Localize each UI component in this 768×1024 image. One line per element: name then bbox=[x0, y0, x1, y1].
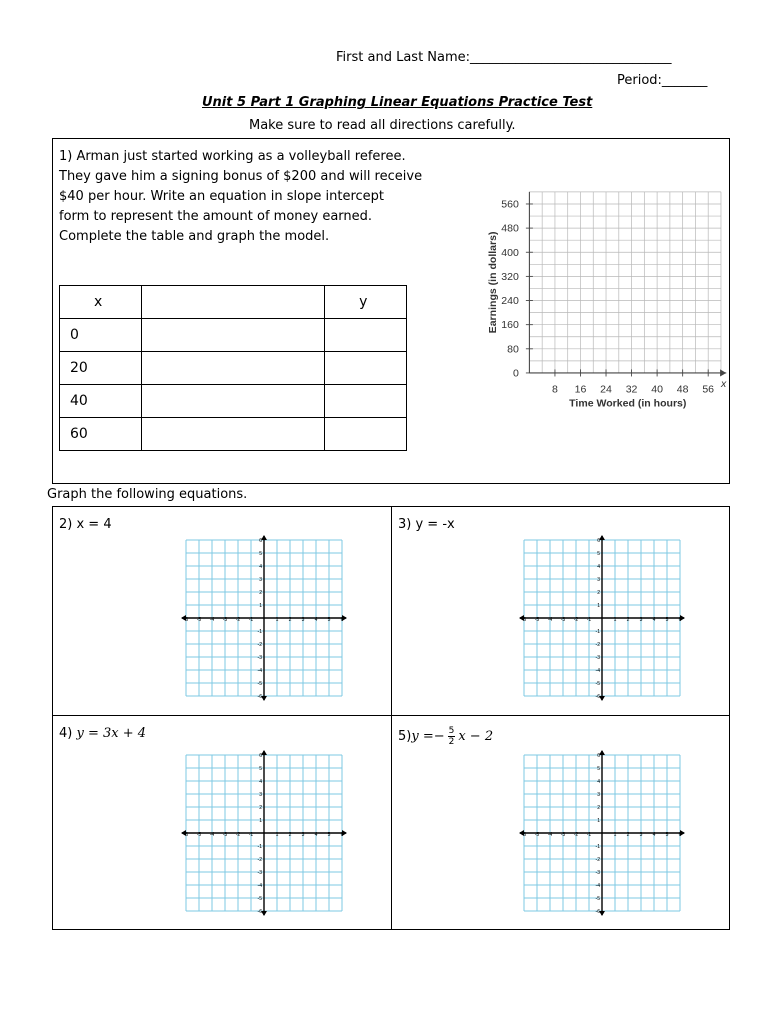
x-tick-label: -3 bbox=[560, 832, 566, 838]
x-tick-label: -1 bbox=[248, 617, 254, 623]
table-cell-y[interactable] bbox=[325, 385, 407, 418]
problem-2-box bbox=[52, 506, 392, 716]
y-tick-label: 5 bbox=[259, 551, 262, 557]
y-tick-label: -5 bbox=[257, 681, 262, 687]
y-tick-label: -3 bbox=[595, 655, 600, 661]
y-tick-label: -3 bbox=[595, 870, 600, 876]
problem-2-label: 2) x = 4 bbox=[59, 517, 112, 532]
x-tick-label: 24 bbox=[600, 383, 612, 396]
table-cell-x: 60 bbox=[60, 418, 142, 451]
x-tick-label: 6 bbox=[678, 832, 682, 838]
x-tick-label: 1 bbox=[275, 832, 279, 838]
x-tick-label: 2 bbox=[288, 617, 292, 623]
y-tick-label: 2 bbox=[597, 590, 600, 596]
y-tick-label: 4 bbox=[259, 564, 262, 570]
table-blank-header[interactable] bbox=[141, 286, 324, 319]
directions: Make sure to read all directions carefully. bbox=[249, 118, 516, 133]
table-row bbox=[60, 418, 407, 451]
earnings-grid bbox=[529, 192, 721, 373]
y-tick-label: -3 bbox=[257, 655, 262, 661]
coordinate-plane[interactable] bbox=[181, 535, 347, 701]
table-header-row bbox=[60, 286, 407, 319]
y-tick-label: 5 bbox=[259, 766, 262, 772]
coordinate-plane[interactable] bbox=[519, 535, 685, 701]
y-tick-label: 2 bbox=[259, 590, 262, 596]
x-tick-label: 5 bbox=[327, 832, 331, 838]
xy-table bbox=[59, 285, 407, 451]
x-tick-label: -3 bbox=[222, 832, 228, 838]
y-tick-label: 560 bbox=[501, 198, 519, 211]
x-tick-label: 5 bbox=[327, 617, 331, 623]
problem-5-eq-prefix: y =− bbox=[411, 729, 445, 744]
y-tick-label: -5 bbox=[595, 681, 600, 687]
problem-4-number: 4) bbox=[59, 726, 77, 741]
x-tick-label: -1 bbox=[586, 617, 592, 623]
problem-1-text bbox=[59, 147, 422, 247]
table-row bbox=[60, 319, 407, 352]
x-tick-label: -6 bbox=[521, 617, 527, 623]
x-tick-label: 3 bbox=[301, 617, 305, 623]
x-tick-label: 5 bbox=[665, 832, 669, 838]
problem-4-equation: y = 3x + 4 bbox=[76, 726, 147, 741]
y-tick-label: -2 bbox=[257, 857, 262, 863]
y-tick-label: 3 bbox=[259, 792, 262, 798]
y-tick-label: 6 bbox=[597, 538, 600, 544]
y-tick-label: 1 bbox=[597, 603, 600, 609]
y-tick-label: -2 bbox=[595, 642, 600, 648]
x-tick-label: -5 bbox=[196, 617, 202, 623]
y-tick-label: 480 bbox=[501, 222, 519, 235]
x-tick-label: -5 bbox=[534, 617, 540, 623]
problem-1-line: They gave him a signing bonus of $200 and will receive bbox=[59, 169, 423, 184]
problem-1-line: form to represent the amount of money earned. bbox=[59, 209, 373, 224]
y-tick-label: 320 bbox=[501, 270, 519, 283]
problem-5-box bbox=[391, 715, 730, 930]
x-axis-arrow bbox=[720, 369, 726, 376]
y-tick-label: -1 bbox=[257, 629, 262, 635]
coordinate-grid-3[interactable] bbox=[519, 535, 685, 705]
y-tick-label: 240 bbox=[501, 295, 519, 308]
y-tick-label: 400 bbox=[501, 246, 519, 259]
y-tick-label: 2 bbox=[597, 805, 600, 811]
table-cell-y[interactable] bbox=[325, 319, 407, 352]
x-tick-label: -5 bbox=[534, 832, 540, 838]
x-tick-label: -1 bbox=[248, 832, 254, 838]
y-tick-label: -1 bbox=[595, 629, 600, 635]
y-tick-label: -4 bbox=[595, 668, 600, 674]
coord-axes bbox=[181, 535, 347, 701]
y-tick-label: 4 bbox=[597, 779, 600, 785]
y-tick-label: 6 bbox=[259, 538, 262, 544]
problem-1-box bbox=[52, 138, 730, 484]
x-tick-label: -5 bbox=[196, 832, 202, 838]
y-tick-label: 3 bbox=[597, 577, 600, 583]
coord-axes bbox=[181, 750, 347, 916]
problem-5-eq-suffix: x − 2 bbox=[458, 729, 494, 744]
y-tick-label: -3 bbox=[257, 870, 262, 876]
x-tick-label: 48 bbox=[676, 383, 689, 396]
x-tick-label: 4 bbox=[314, 832, 318, 838]
table-header-y: y bbox=[325, 286, 407, 319]
y-tick-label: -4 bbox=[595, 883, 600, 889]
x-axis-title: Time Worked (in hours) bbox=[569, 397, 687, 410]
y-tick-label: -1 bbox=[257, 844, 262, 850]
y-tick-label: 0 bbox=[512, 367, 519, 380]
y-tick-label: 4 bbox=[259, 779, 262, 785]
fraction-numerator: 5 bbox=[448, 726, 455, 736]
problem-1-line: $40 per hour. Write an equation in slope intercept bbox=[59, 189, 385, 204]
y-tick-label: -2 bbox=[595, 857, 600, 863]
name-field-label: First and Last Name:_______________________________ bbox=[336, 50, 672, 65]
x-tick-label: 56 bbox=[702, 383, 715, 396]
x-tick-label: -3 bbox=[222, 617, 228, 623]
coordinate-plane[interactable] bbox=[519, 750, 685, 916]
x-tick-label: 5 bbox=[665, 617, 669, 623]
y-tick-label: -4 bbox=[257, 668, 262, 674]
y-tick-label: -5 bbox=[257, 896, 262, 902]
table-cell-work[interactable] bbox=[141, 385, 324, 418]
y-tick-label: 5 bbox=[597, 766, 600, 772]
x-tick-label: -3 bbox=[560, 617, 566, 623]
y-tick-label: 6 bbox=[259, 753, 262, 759]
problem-5-fraction bbox=[448, 726, 456, 747]
section-instruction: Graph the following equations. bbox=[47, 487, 248, 502]
problem-5-label bbox=[398, 726, 493, 747]
period-field-label: Period:_______ bbox=[617, 73, 708, 88]
problem-4-label bbox=[59, 726, 146, 741]
y-tick-label: 3 bbox=[597, 792, 600, 798]
x-tick-label: 4 bbox=[652, 617, 656, 623]
y-tick-label: -6 bbox=[257, 694, 262, 700]
table-cell-work[interactable] bbox=[141, 418, 324, 451]
x-tick-label: 1 bbox=[275, 617, 279, 623]
coordinate-grid-5[interactable] bbox=[519, 750, 685, 920]
table-cell-x: 0 bbox=[60, 319, 142, 352]
y-tick-label: -1 bbox=[595, 844, 600, 850]
y-tick-label: 80 bbox=[507, 343, 519, 356]
coordinate-grid-2[interactable] bbox=[181, 535, 347, 705]
y-axis-title: Earnings (in dollars) bbox=[487, 231, 499, 334]
x-tick-label: 4 bbox=[314, 617, 318, 623]
table-row bbox=[60, 352, 407, 385]
x-tick-label: -6 bbox=[183, 617, 189, 623]
x-tick-label: 3 bbox=[639, 832, 643, 838]
x-tick-label: 6 bbox=[340, 832, 344, 838]
x-tick-label: 2 bbox=[288, 832, 292, 838]
problem-1-line: 1) Arman just started working as a volleyball referee. bbox=[59, 149, 406, 164]
y-tick-label: 6 bbox=[597, 753, 600, 759]
y-tick-label: -6 bbox=[595, 694, 600, 700]
y-tick-label: 2 bbox=[259, 805, 262, 811]
y-tick-label: 3 bbox=[259, 577, 262, 583]
table-row bbox=[60, 385, 407, 418]
problem-1-line: Complete the table and graph the model. bbox=[59, 229, 330, 244]
x-tick-label: 1 bbox=[613, 617, 617, 623]
table-cell-work[interactable] bbox=[141, 319, 324, 352]
earnings-graph[interactable] bbox=[438, 164, 728, 436]
y-tick-label: -6 bbox=[595, 909, 600, 915]
y-tick-label: 1 bbox=[597, 818, 600, 824]
y-tick-label: -2 bbox=[257, 642, 262, 648]
x-tick-label: -6 bbox=[521, 832, 527, 838]
y-tick-label: 4 bbox=[597, 564, 600, 570]
x-tick-label: 16 bbox=[574, 383, 587, 396]
y-tick-label: -4 bbox=[257, 883, 262, 889]
x-tick-label: -4 bbox=[209, 832, 215, 838]
table-cell-x: 20 bbox=[60, 352, 142, 385]
x-tick-label: -6 bbox=[183, 832, 189, 838]
problem-3-label: 3) y = -x bbox=[398, 517, 455, 532]
x-tick-label: 1 bbox=[613, 832, 617, 838]
x-tick-label: -2 bbox=[235, 617, 241, 623]
problem-5-number: 5) bbox=[398, 729, 412, 744]
x-tick-label: 3 bbox=[301, 832, 305, 838]
x-tick-label: 6 bbox=[340, 617, 344, 623]
table-cell-work[interactable] bbox=[141, 352, 324, 385]
x-tick-label: -2 bbox=[573, 832, 579, 838]
problem-3-box bbox=[391, 506, 730, 716]
fraction-denominator: 2 bbox=[448, 737, 455, 747]
coord-axes bbox=[519, 750, 685, 916]
table-cell-y[interactable] bbox=[325, 352, 407, 385]
y-tick-label: -6 bbox=[257, 909, 262, 915]
x-tick-label: -4 bbox=[209, 617, 215, 623]
x-tick-label: 2 bbox=[626, 617, 630, 623]
table-cell-x: 40 bbox=[60, 385, 142, 418]
y-tick-label: -5 bbox=[595, 896, 600, 902]
x-axis-variable: x bbox=[720, 378, 727, 390]
x-tick-label: 2 bbox=[626, 832, 630, 838]
table-header-x: x bbox=[60, 286, 142, 319]
page-title: Unit 5 Part 1 Graphing Linear Equations Practice Test bbox=[202, 95, 593, 110]
x-tick-label: -2 bbox=[235, 832, 241, 838]
x-tick-label: -1 bbox=[586, 832, 592, 838]
y-tick-label: 5 bbox=[597, 551, 600, 557]
problem-4-box bbox=[52, 715, 392, 930]
y-tick-label: 1 bbox=[259, 818, 262, 824]
table-cell-y[interactable] bbox=[325, 418, 407, 451]
x-tick-label: -4 bbox=[547, 617, 553, 623]
coordinate-plane[interactable] bbox=[181, 750, 347, 916]
y-tick-label: 1 bbox=[259, 603, 262, 609]
coord-axes bbox=[519, 535, 685, 701]
x-tick-label: 40 bbox=[651, 383, 663, 396]
x-tick-label: 3 bbox=[639, 617, 643, 623]
x-tick-label: 4 bbox=[652, 832, 656, 838]
x-tick-label: -4 bbox=[547, 832, 553, 838]
x-tick-label: 6 bbox=[678, 617, 682, 623]
x-tick-label: 32 bbox=[625, 383, 638, 396]
y-tick-label: 160 bbox=[501, 319, 519, 332]
coordinate-grid-4[interactable] bbox=[181, 750, 347, 920]
x-tick-label: -2 bbox=[573, 617, 579, 623]
x-tick-label: 8 bbox=[552, 383, 558, 396]
